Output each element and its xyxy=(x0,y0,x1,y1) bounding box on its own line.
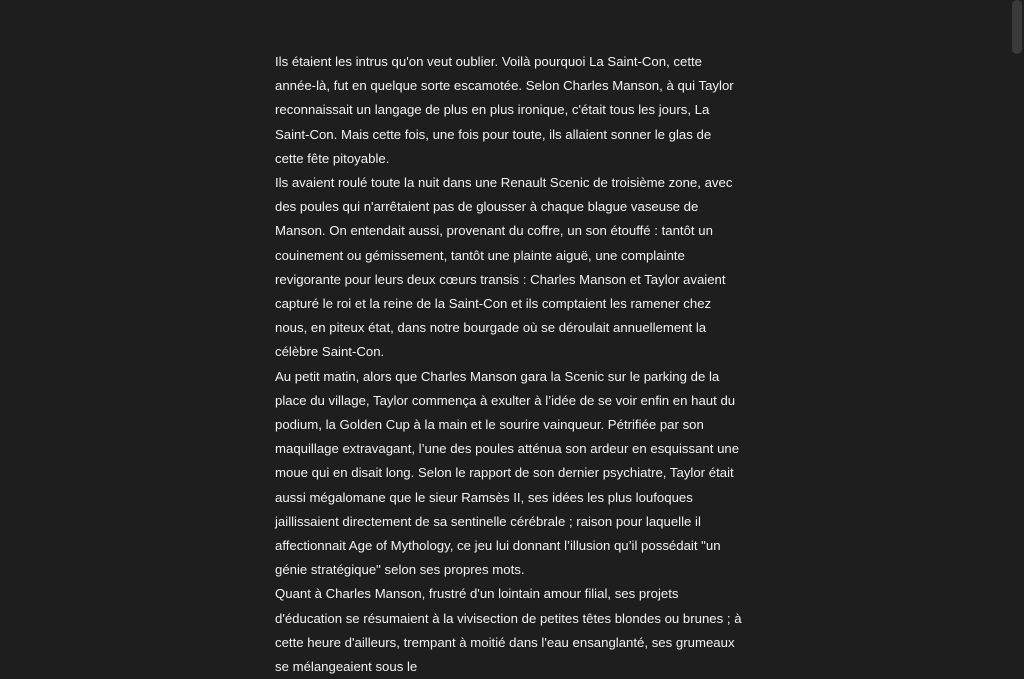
paragraph-4: Quant à Charles Manson, frustré d'un lointain amour filial, ses projets d'éducation se résumaient à la vivisection de petites têtes blondes ou brunes ; à cette heure d'ailleurs, trempant à moitié dans l'eau ensanglanté, ses grumeaux se mélangeaient sous le xyxy=(275,586,742,675)
scrollbar-thumb[interactable] xyxy=(1012,0,1022,54)
vertical-scrollbar[interactable] xyxy=(1010,0,1024,640)
paragraph-2: Ils avaient roulé toute la nuit dans une Renault Scenic de troisième zone, avec des poules qui n'arrêtaient pas de glousser à chaque blague vaseuse de Manson. On entendait aussi, provenant du coffre, un son étouffé : tantôt un couinement ou gémissement, tantôt une plainte aiguë, une complainte revigorante pour leurs deux cœurs transis : Charles Manson et Taylor avaient capturé le roi et la reine de la Saint-Con et ils comptaient les ramener chez nous, en piteux état, dans notre bourgade où se déroulait annuellement la célèbre Saint-Con. xyxy=(275,175,733,360)
paragraph-1: Ils étaient les intrus qu'on veut oublier. Voilà pourquoi La Saint-Con, cette année-là, fut en quelque sorte escamotée. Selon Charles Manson, à qui Taylor reconnaissait un langage de plus en plus ironique, c'était tous les jours, La Saint-Con. Mais cette fois, une fois pour toute, ils allaient sonner le glas de cette fête pitoyable. xyxy=(275,54,734,166)
document-body xyxy=(275,50,743,679)
paragraph-3: Au petit matin, alors que Charles Manson gara la Scenic sur le parking de la place du village, Taylor commença à exulter à l’idée de se voir enfin en haut du podium, la Golden Cup à la main et le sourire vainqueur. Pétrifiée par son maquillage extravagant, l’une des poules atténua son ardeur en esquissant une moue qui en disait long. Selon le rapport de son dernier psychiatre, Taylor était aussi mégalomane que le sieur Ramsès II, ses idées les plus loufoques jaillissaient directement de sa sentinelle cérébrale ; raison pour laquelle il affectionnait Age of Mythology, ce jeu lui donnant l’illusion qu’il possédait "un génie stratégique" selon ses propres mots. xyxy=(275,368,740,578)
